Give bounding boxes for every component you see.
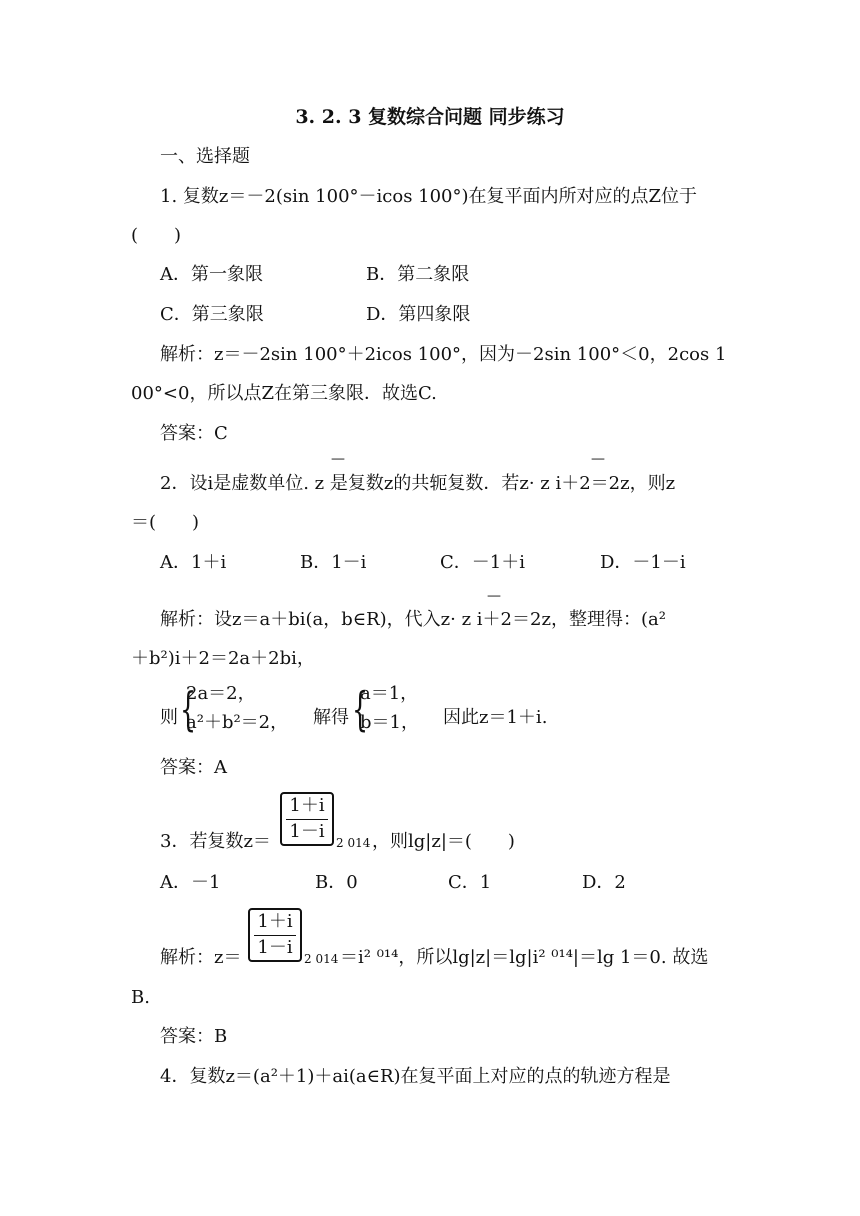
q2-conclusion: 因此z＝1＋i. <box>443 707 548 728</box>
q2-system2-row2: b＝1， <box>360 712 419 733</box>
q2-answer: 答案：A <box>160 757 227 778</box>
q2-then-label: 则 <box>160 707 178 728</box>
q4-stem-line1: 4．复数z＝(a²＋1)＋ai(a∈R)在复平面上对应的点的轨迹方程是 <box>160 1066 671 1087</box>
q1-option-b: B．第二象限 <box>366 264 470 285</box>
q3-option-a: A．－1 <box>160 872 221 893</box>
q2-system2-row1: a＝1， <box>360 683 419 704</box>
section-heading: 一、选择题 <box>160 146 250 167</box>
q3-fraction-denominator: 1－i <box>289 821 325 842</box>
q1-analysis-line2: 00°<0，所以点Z在第三象限．故选C. <box>131 383 437 404</box>
q3-answer: 答案：B <box>160 1026 228 1047</box>
q2-option-a: A．1＋i <box>160 552 227 573</box>
q3-analysis-fraction-numerator: 1＋i <box>257 911 293 932</box>
q2-option-b: B．1－i <box>300 552 367 573</box>
q3-stem-prefix: 3．若复数z＝ <box>160 831 271 852</box>
q3-analysis-fraction-denominator: 1－i <box>257 937 293 958</box>
q1-stem-line1: 1. 复数z＝－2(sin 100°－icos 100°)在复平面内所对应的点Z位于 <box>160 186 698 207</box>
q2-solve-label: 解得 <box>313 707 349 728</box>
q2-analysis-line1: 解析：设z＝a＋bi(a，b∈R)，代入z· z i＋2＝2z，整理得：(a² <box>160 609 666 630</box>
q2-stem-line1: 2．设i是虚数单位. z 是复数z的共轭复数．若z· z i＋2＝2z，则z <box>160 473 676 494</box>
q1-option-d: D．第四象限 <box>366 304 471 325</box>
q3-analysis-suffix: ＝i² ⁰¹⁴，所以lg|z|＝lg|i² ⁰¹⁴|＝lg 1＝0. 故选 <box>340 947 709 968</box>
q3-option-d: D．2 <box>582 872 626 893</box>
q3-analysis-line2: B. <box>131 987 150 1008</box>
q2-system1-brace: { <box>180 682 197 736</box>
q3-analysis-prefix: 解析：z＝ <box>160 947 242 968</box>
q2-system1-row1: 2a＝2， <box>186 683 256 704</box>
q2-system2-brace: { <box>352 682 369 736</box>
q3-fraction-numerator: 1＋i <box>289 795 325 816</box>
q1-analysis-line1: 解析：z＝－2sin 100°＋2icos 100°，因为－2sin 100°＜0，2cos 1 <box>160 344 727 365</box>
q3-exponent: 2 014 <box>336 836 371 850</box>
q2-system1-row2: a²＋b²＝2， <box>186 712 289 733</box>
q2-conjugate-bar-1: — <box>331 451 345 467</box>
q3-option-c: C．1 <box>448 872 492 893</box>
q1-stem-line2: ( ) <box>131 225 182 246</box>
q3-stem-suffix: ，则lg|z|＝( ) <box>372 831 515 852</box>
q1-option-a: A．第一象限 <box>160 264 263 285</box>
q1-answer: 答案：C <box>160 423 228 444</box>
q3-analysis-fraction <box>248 908 302 962</box>
q2-conjugate-bar-3: — <box>487 588 501 604</box>
q2-stem-line2: ＝( ) <box>131 512 200 533</box>
page-title: 3. 2. 3 复数综合问题 同步练习 <box>295 106 565 128</box>
q2-analysis-line2: ＋b²)i＋2＝2a＋2bi， <box>131 648 315 669</box>
q3-analysis-exponent: 2 014 <box>304 952 339 966</box>
q1-option-c: C．第三象限 <box>160 304 264 325</box>
q3-option-b: B．0 <box>315 872 358 893</box>
q2-conjugate-bar-2: — <box>591 451 605 467</box>
q2-option-c: C．－1＋i <box>440 552 525 573</box>
q2-option-d: D．－1－i <box>600 552 686 573</box>
q3-fraction <box>280 792 334 846</box>
